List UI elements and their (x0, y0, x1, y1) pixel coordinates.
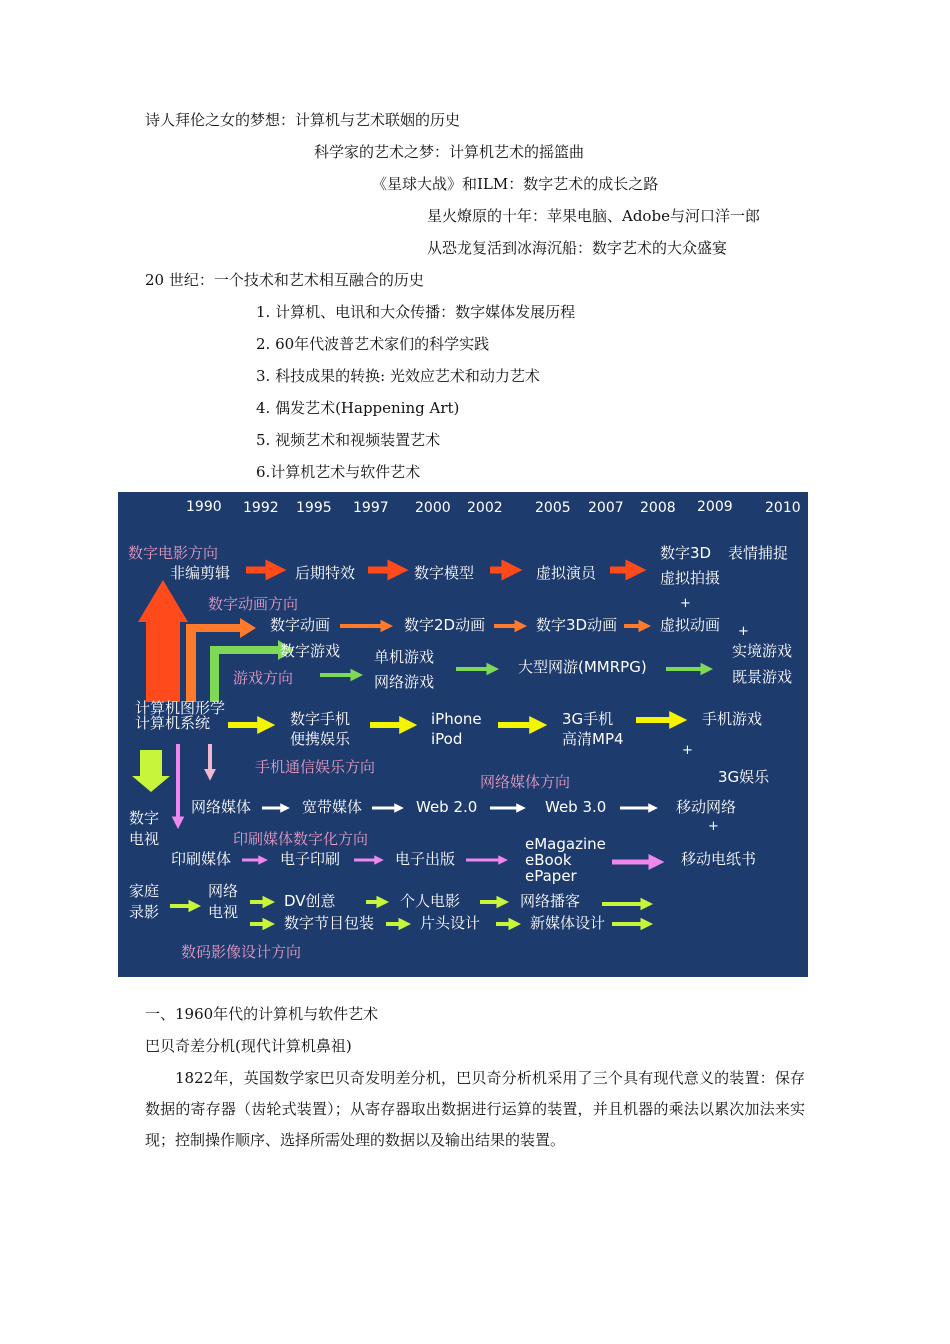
plus-sign: + (738, 624, 749, 639)
node-game-2a: 单机游戏 (374, 648, 435, 666)
node-net-3: Web 2.0 (416, 798, 478, 816)
node-anim-4: 虚拟动画 (660, 616, 721, 634)
node-video-2: 个人电影 (400, 892, 461, 910)
root-computer-graphics: 计算机图形学 (135, 699, 226, 717)
year-label: 1990 (186, 499, 222, 515)
node-video-6: 新媒体设计 (530, 914, 606, 932)
node-home-2: 录影 (129, 903, 160, 921)
direction-print: 印刷媒体数字化方向 (233, 830, 369, 848)
node-print-4a: eMagazine (525, 835, 606, 853)
outline-item-3: 《星球大战》和ILM：数字艺术的成长之路 (372, 175, 659, 193)
year-label: 2007 (588, 500, 624, 516)
node-game-4a: 实境游戏 (732, 642, 793, 660)
section-subheading: 巴贝奇差分机(现代计算机鼻祖) (145, 1037, 352, 1055)
section-heading: 一、1960年代的计算机与软件艺术 (145, 1005, 379, 1023)
node-print-4b: eBook (525, 851, 572, 869)
numbered-item-6: 6.计算机艺术与软件艺术 (256, 463, 421, 481)
direction-video: 数码影像设计方向 (181, 943, 302, 961)
direction-network: 网络媒体方向 (480, 773, 571, 791)
node-film-3: 数字模型 (414, 564, 475, 582)
year-label: 2010 (765, 500, 801, 516)
node-net-4: Web 3.0 (545, 798, 607, 816)
node-anim-1: 数字动画 (270, 616, 331, 634)
node-film-4: 虚拟演员 (536, 564, 597, 582)
numbered-item-5: 5. 视频艺术和视频装置艺术 (256, 431, 441, 449)
section-body (145, 1063, 805, 1156)
year-axis (186, 499, 801, 516)
node-mobile-5: 3G娱乐 (718, 768, 770, 786)
numbered-item-4: 4. 偶发艺术(Happening Art) (256, 399, 460, 417)
outline-item-4: 星火燎原的十年：苹果电脑、Adobe与河口洋一郎 (427, 207, 760, 225)
node-film-5b: 表情捕捉 (728, 544, 789, 562)
node-tv-2: 电视 (129, 830, 160, 848)
direction-film: 数字电影方向 (128, 544, 219, 562)
node-film-1: 非编剪辑 (170, 564, 231, 582)
plus-sign: + (680, 596, 691, 611)
node-mobile-2b: iPod (431, 730, 463, 748)
root-computer-systems: 计算机系统 (135, 714, 211, 732)
node-print-5: 移动电纸书 (681, 850, 757, 868)
year-label: 2008 (640, 500, 676, 516)
node-mobile-4: 手机游戏 (702, 710, 763, 728)
node-game-4b: 既景游戏 (732, 668, 793, 686)
node-mobile-2a: iPhone (431, 710, 482, 728)
outline-item-6: 20 世纪：一个技术和艺术相互融合的历史 (145, 271, 424, 289)
numbered-item-2: 2. 60年代波普艺术家们的科学实践 (256, 335, 490, 353)
direction-game: 游戏方向 (233, 669, 294, 687)
node-mobile-1b: 便携娱乐 (290, 730, 351, 748)
node-print-4c: ePaper (525, 867, 577, 885)
direction-mobile: 手机通信娱乐方向 (255, 758, 376, 776)
direction-animation: 数字动画方向 (208, 595, 299, 613)
node-net-1: 网络媒体 (191, 798, 252, 816)
node-net-2: 宽带媒体 (302, 798, 363, 816)
node-video-3: 网络播客 (520, 892, 581, 910)
node-net-5: 移动网络 (676, 798, 737, 816)
node-mobile-3b: 高清MP4 (562, 730, 624, 748)
node-game-3: 大型网游(MMRPG) (518, 658, 647, 676)
year-label: 2005 (535, 500, 571, 516)
node-nettv-1: 网络 (208, 882, 239, 900)
node-video-1: DV创意 (284, 892, 336, 910)
node-mobile-1a: 数字手机 (290, 710, 351, 728)
year-label: 2009 (697, 499, 733, 515)
node-anim-2: 数字2D动画 (404, 616, 486, 634)
node-tv-1: 数字 (129, 809, 160, 827)
plus-sign: + (682, 743, 693, 758)
year-label: 2002 (467, 500, 503, 516)
outline-item-2: 科学家的艺术之梦：计算机艺术的摇篮曲 (314, 143, 585, 161)
plus-sign: + (708, 819, 719, 834)
outline-item-1: 诗人拜伦之女的梦想：计算机与艺术联姻的历史 (145, 111, 461, 129)
node-mobile-3a: 3G手机 (562, 710, 614, 728)
digital-media-timeline-diagram (118, 492, 808, 977)
node-film-5c: 虚拟拍摄 (660, 569, 721, 587)
numbered-item-1: 1. 计算机、电讯和大众传播：数字媒体发展历程 (256, 303, 576, 321)
year-label: 1992 (243, 500, 279, 516)
node-video-4: 数字节目包装 (284, 914, 375, 932)
year-label: 1995 (296, 500, 332, 516)
node-nettv-2: 电视 (208, 903, 239, 921)
section-body-text: 1822年，英国数学家巴贝奇发明差分机，巴贝奇分析机采用了三个具有现代意义的装置：保存数据的寄存器（齿轮式装置）；从寄存器取出数据进行运算的装置，并且机器的乘法以累次加法来实现；控制操作顺序、选择所需处理的数据以及输出结果的装置。 (145, 1069, 805, 1149)
node-game-2b: 网络游戏 (374, 673, 435, 691)
outline-item-5: 从恐龙复活到冰海沉船：数字艺术的大众盛宴 (427, 239, 728, 257)
node-film-2: 后期特效 (295, 564, 356, 582)
node-home-1: 家庭 (129, 882, 160, 900)
year-label: 1997 (353, 500, 389, 516)
numbered-item-3: 3. 科技成果的转换: 光效应艺术和动力艺术 (256, 367, 540, 385)
node-print-1: 印刷媒体 (171, 850, 232, 868)
node-video-5: 片头设计 (420, 914, 481, 932)
year-label: 2000 (415, 500, 451, 516)
node-print-2: 电子印刷 (280, 850, 341, 868)
node-anim-3: 数字3D动画 (536, 616, 618, 634)
node-game-1: 数字游戏 (280, 642, 341, 660)
node-print-3: 电子出版 (395, 850, 456, 868)
node-film-5a: 数字3D (660, 544, 712, 562)
